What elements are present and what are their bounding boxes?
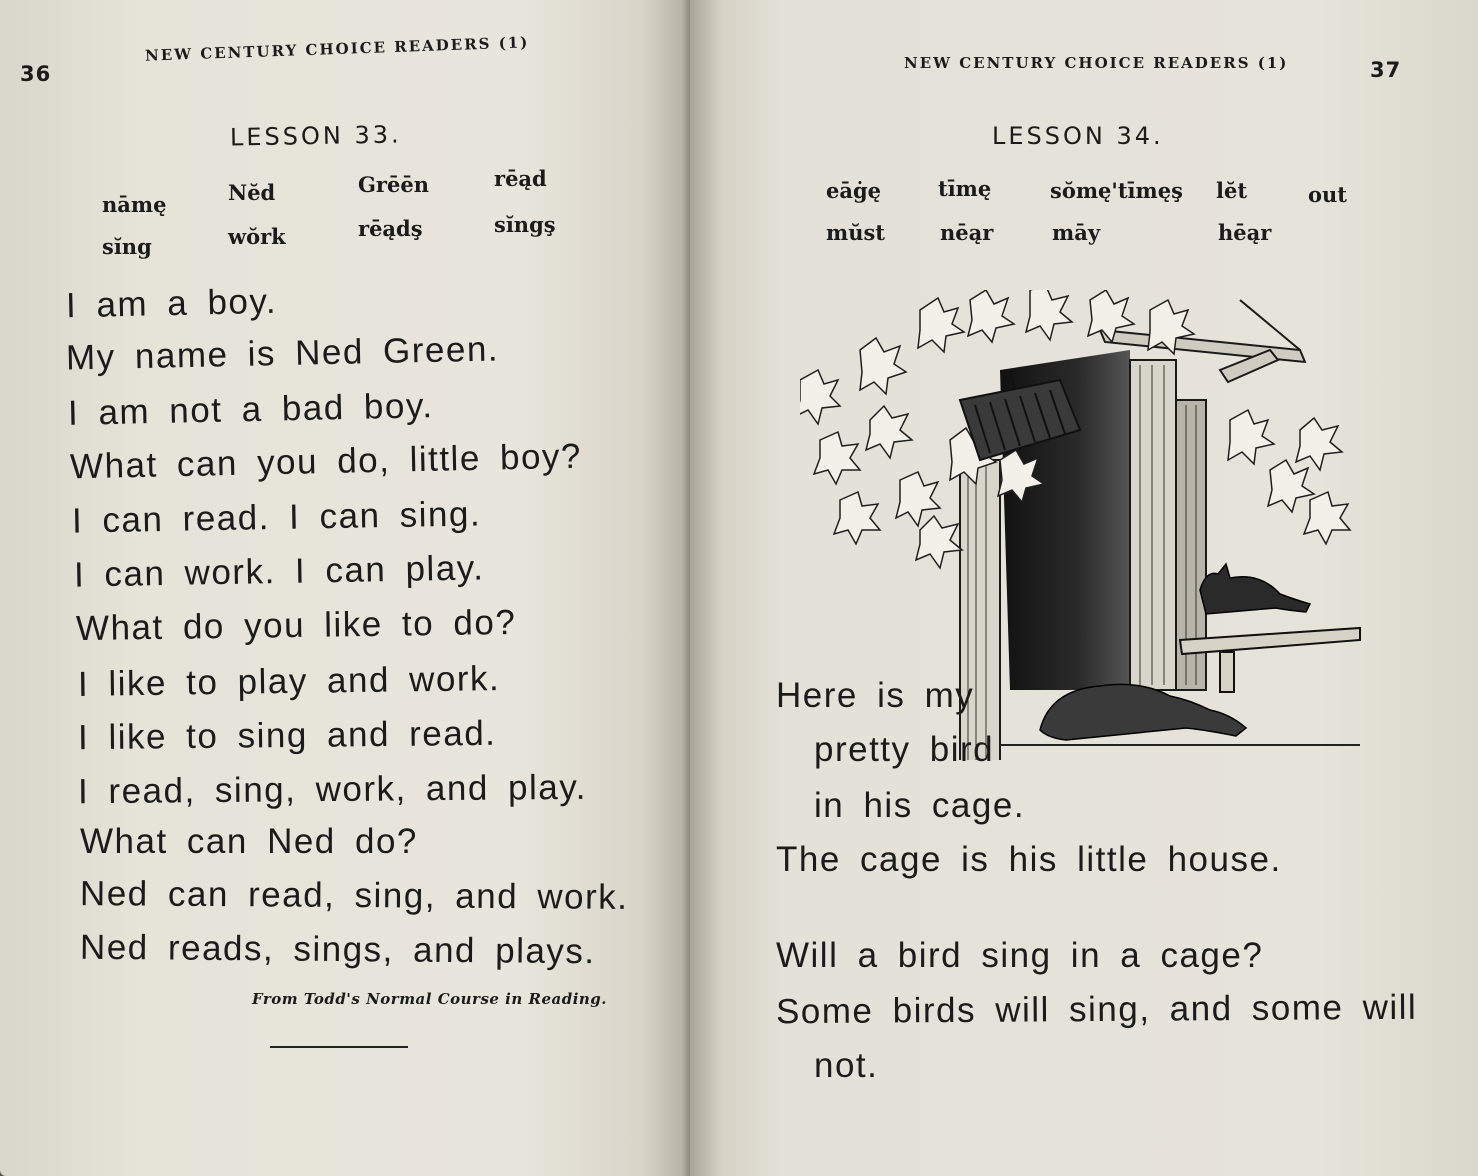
vocab-word: nāmę xyxy=(102,192,167,217)
vocab-word: rēąd xyxy=(494,166,547,191)
lesson-title: LESSON 33. xyxy=(229,120,402,152)
page-number: 37 xyxy=(1370,58,1402,82)
lesson-title: LESSON 34. xyxy=(992,122,1164,150)
vocab-word: Grēēn xyxy=(358,172,429,197)
dog xyxy=(1040,684,1246,740)
text-line: not. xyxy=(814,1046,879,1085)
text-line: What can you do, little boy? xyxy=(69,436,583,487)
text-line: What can Ned do? xyxy=(80,822,418,861)
text-line: I like to play and work. xyxy=(77,659,501,704)
source-credit: From Todd's Normal Course in Reading. xyxy=(252,990,608,1008)
vocab-word: sŏmę'tīmęş xyxy=(1050,178,1183,203)
divider-rule xyxy=(270,1046,408,1048)
text-line: Will a bird sing in a cage? xyxy=(776,936,1264,975)
vocab-word: out xyxy=(1308,182,1347,207)
text-line: Ned can read, sing, and work. xyxy=(79,874,629,917)
cat xyxy=(1200,564,1310,614)
vocab-word: hēąr xyxy=(1218,220,1272,245)
text-line: in his cage. xyxy=(814,786,1026,825)
running-header: NEW CENTURY CHOICE READERS (1) xyxy=(904,54,1289,72)
vocab-word: sĭng xyxy=(102,234,152,259)
text-line: I am not a bad boy. xyxy=(67,386,434,433)
left-page xyxy=(0,0,690,1176)
text-line: My name is Ned Green. xyxy=(65,329,500,378)
running-header: NEW CENTURY CHOICE READERS (1) xyxy=(144,33,530,65)
vocab-word: tīmę xyxy=(938,176,992,201)
text-line: I like to sing and read. xyxy=(77,713,497,758)
vocab-word: rēądş xyxy=(358,216,423,241)
text-line: I can read. I can sing. xyxy=(71,494,482,541)
vocab-word: mŭst xyxy=(826,220,886,245)
text-line: I read, sing, work, and play. xyxy=(77,767,588,812)
vocab-word: wŏrk xyxy=(228,224,286,249)
right-page xyxy=(690,0,1478,1176)
vocab-word: lĕt xyxy=(1216,178,1248,203)
text-line: I can work. I can play. xyxy=(73,548,485,595)
vocab-word: māy xyxy=(1052,220,1101,245)
page-number: 36 xyxy=(20,62,52,86)
text-line: Ned reads, sings, and plays. xyxy=(79,927,596,972)
text-line: The cage is his little house. xyxy=(776,840,1282,879)
text-line: What do you like to do? xyxy=(75,602,517,649)
vocab-word: eāġę xyxy=(826,178,882,203)
text-line: pretty bird xyxy=(814,730,995,769)
text-line: I am a boy. xyxy=(65,281,278,326)
vocab-word: Nĕd xyxy=(228,180,276,205)
text-line: Some birds will sing, and some will xyxy=(775,987,1418,1032)
text-line: Here is my xyxy=(776,676,975,715)
vocab-word: sĭngş xyxy=(494,212,556,237)
vocab-word: nēąr xyxy=(940,220,994,245)
